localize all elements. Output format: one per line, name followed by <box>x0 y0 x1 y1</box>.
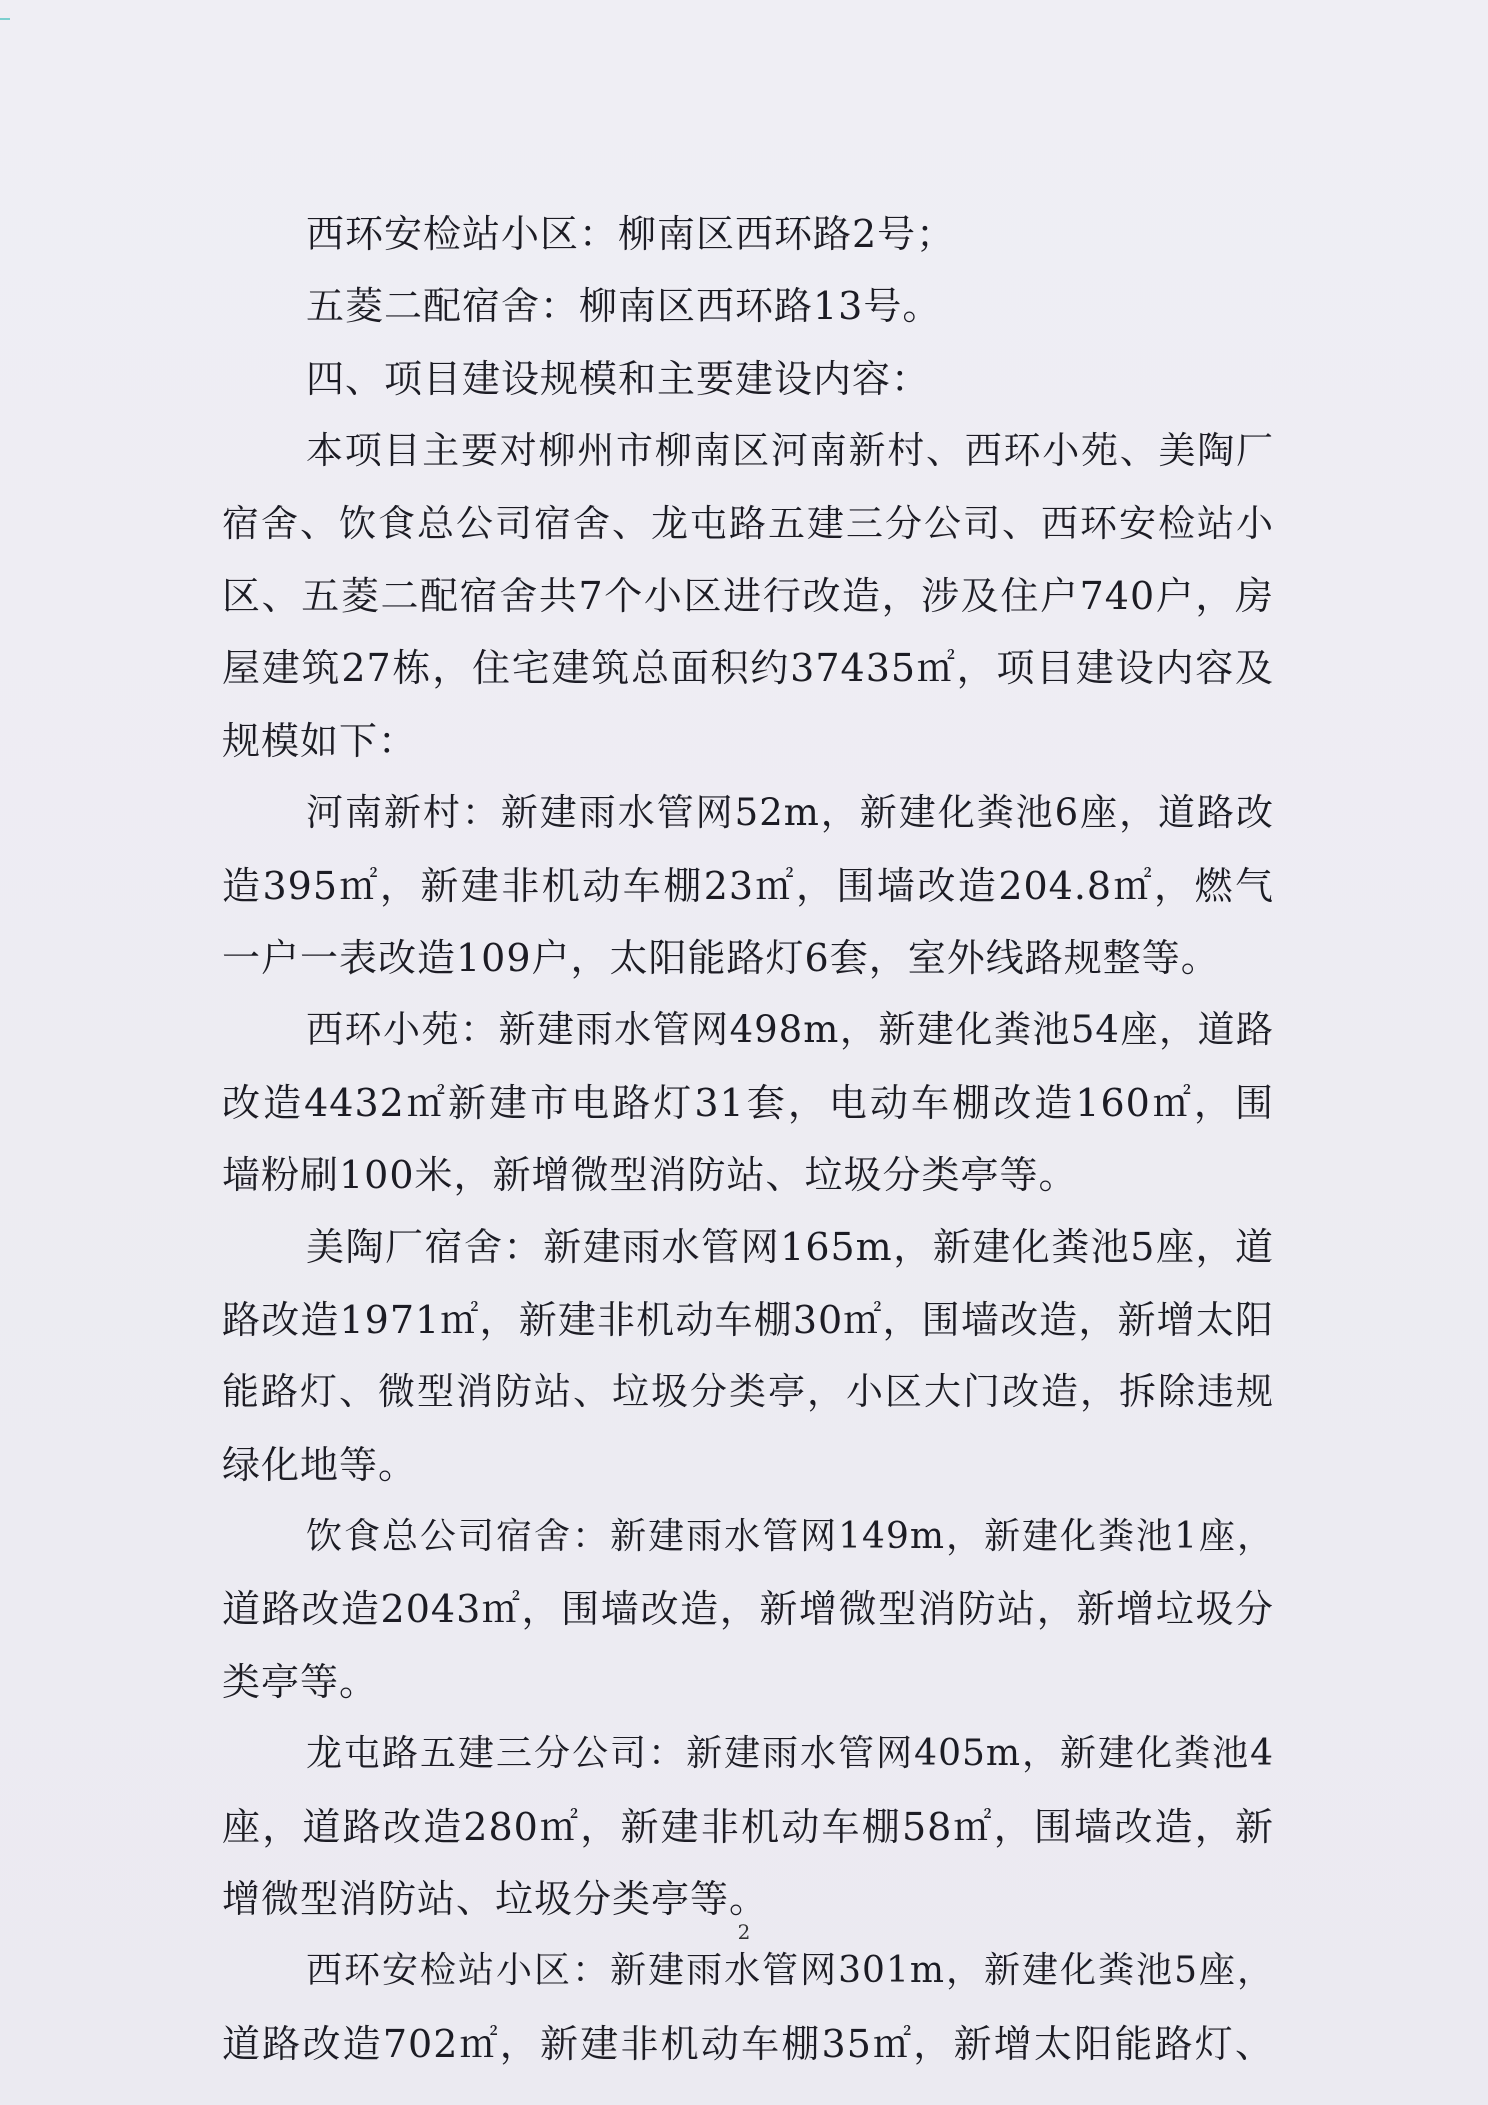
text-line: 区、五菱二配宿舍共7个小区进行改造，涉及住户740户，房 <box>222 573 1274 618</box>
text-line: 西环安检站小区：柳南区西环路2号； <box>306 212 956 256</box>
text-line: 墙粉刷100米，新增微型消防站、垃圾分类亭等。 <box>222 1153 1078 1198</box>
text-line: 道路改造2043㎡，围墙改造，新增微型消防站，新增垃圾分 <box>222 1587 1274 1632</box>
text-line: 道路改造702㎡，新建非机动车棚35㎡，新增太阳能路灯、 <box>222 2021 1274 2066</box>
body-text <box>222 198 1274 2080</box>
text-line: 宿舍、饮食总公司宿舍、龙屯路五建三分公司、西环安检站小 <box>222 501 1274 545</box>
text-line: 绿化地等。 <box>222 1442 418 1487</box>
text-line: 屋建筑27栋，住宅建筑总面积约37435㎡，项目建设内容及 <box>222 646 1274 691</box>
text-line: 本项目主要对柳州市柳南区河南新村、西环小苑、美陶厂 <box>306 429 1274 473</box>
text-line: 美陶厂宿舍：新建雨水管网165m，新建化粪池5座，道 <box>306 1225 1274 1270</box>
text-line: 改造4432㎡新建市电路灯31套，电动车棚改造160㎡，围 <box>222 1080 1274 1125</box>
text-line: 西环安检站小区：新建雨水管网301m，新建化粪池5座， <box>306 1950 1274 1992</box>
text-line: 饮食总公司宿舍：新建雨水管网149m，新建化粪池1座， <box>306 1516 1274 1558</box>
edge-mark <box>0 18 10 20</box>
text-line: 路改造1971㎡，新建非机动车棚30㎡，围墙改造，新增太阳 <box>222 1297 1274 1342</box>
page-number: 2 <box>737 1920 751 1944</box>
text-line: 增微型消防站、垃圾分类亭等。 <box>222 1876 769 1921</box>
text-line: 能路灯、微型消防站、垃圾分类亭，小区大门改造，拆除违规 <box>222 1370 1274 1414</box>
text-line: 座，道路改造280㎡，新建非机动车棚58㎡，围墙改造，新 <box>222 1804 1274 1849</box>
text-line: 河南新村：新建雨水管网52m，新建化粪池6座，道路改 <box>306 791 1274 835</box>
text-line: 类亭等。 <box>222 1659 379 1704</box>
text-line: 规模如下： <box>222 718 418 763</box>
text-line: 造395㎡，新建非机动车棚23㎡，围墙改造204.8㎡，燃气 <box>222 863 1274 908</box>
text-line: 五菱二配宿舍：柳南区西环路13号。 <box>306 284 942 329</box>
text-line: 西环小苑：新建雨水管网498m，新建化粪池54座，道路 <box>306 1008 1274 1052</box>
section-heading: 四、项目建设规模和主要建设内容： <box>306 356 931 401</box>
text-line: 龙屯路五建三分公司：新建雨水管网405m，新建化粪池4 <box>306 1733 1274 1775</box>
text-line: 一户一表改造109户，太阳能路灯6套，室外线路规整等。 <box>222 935 1220 980</box>
